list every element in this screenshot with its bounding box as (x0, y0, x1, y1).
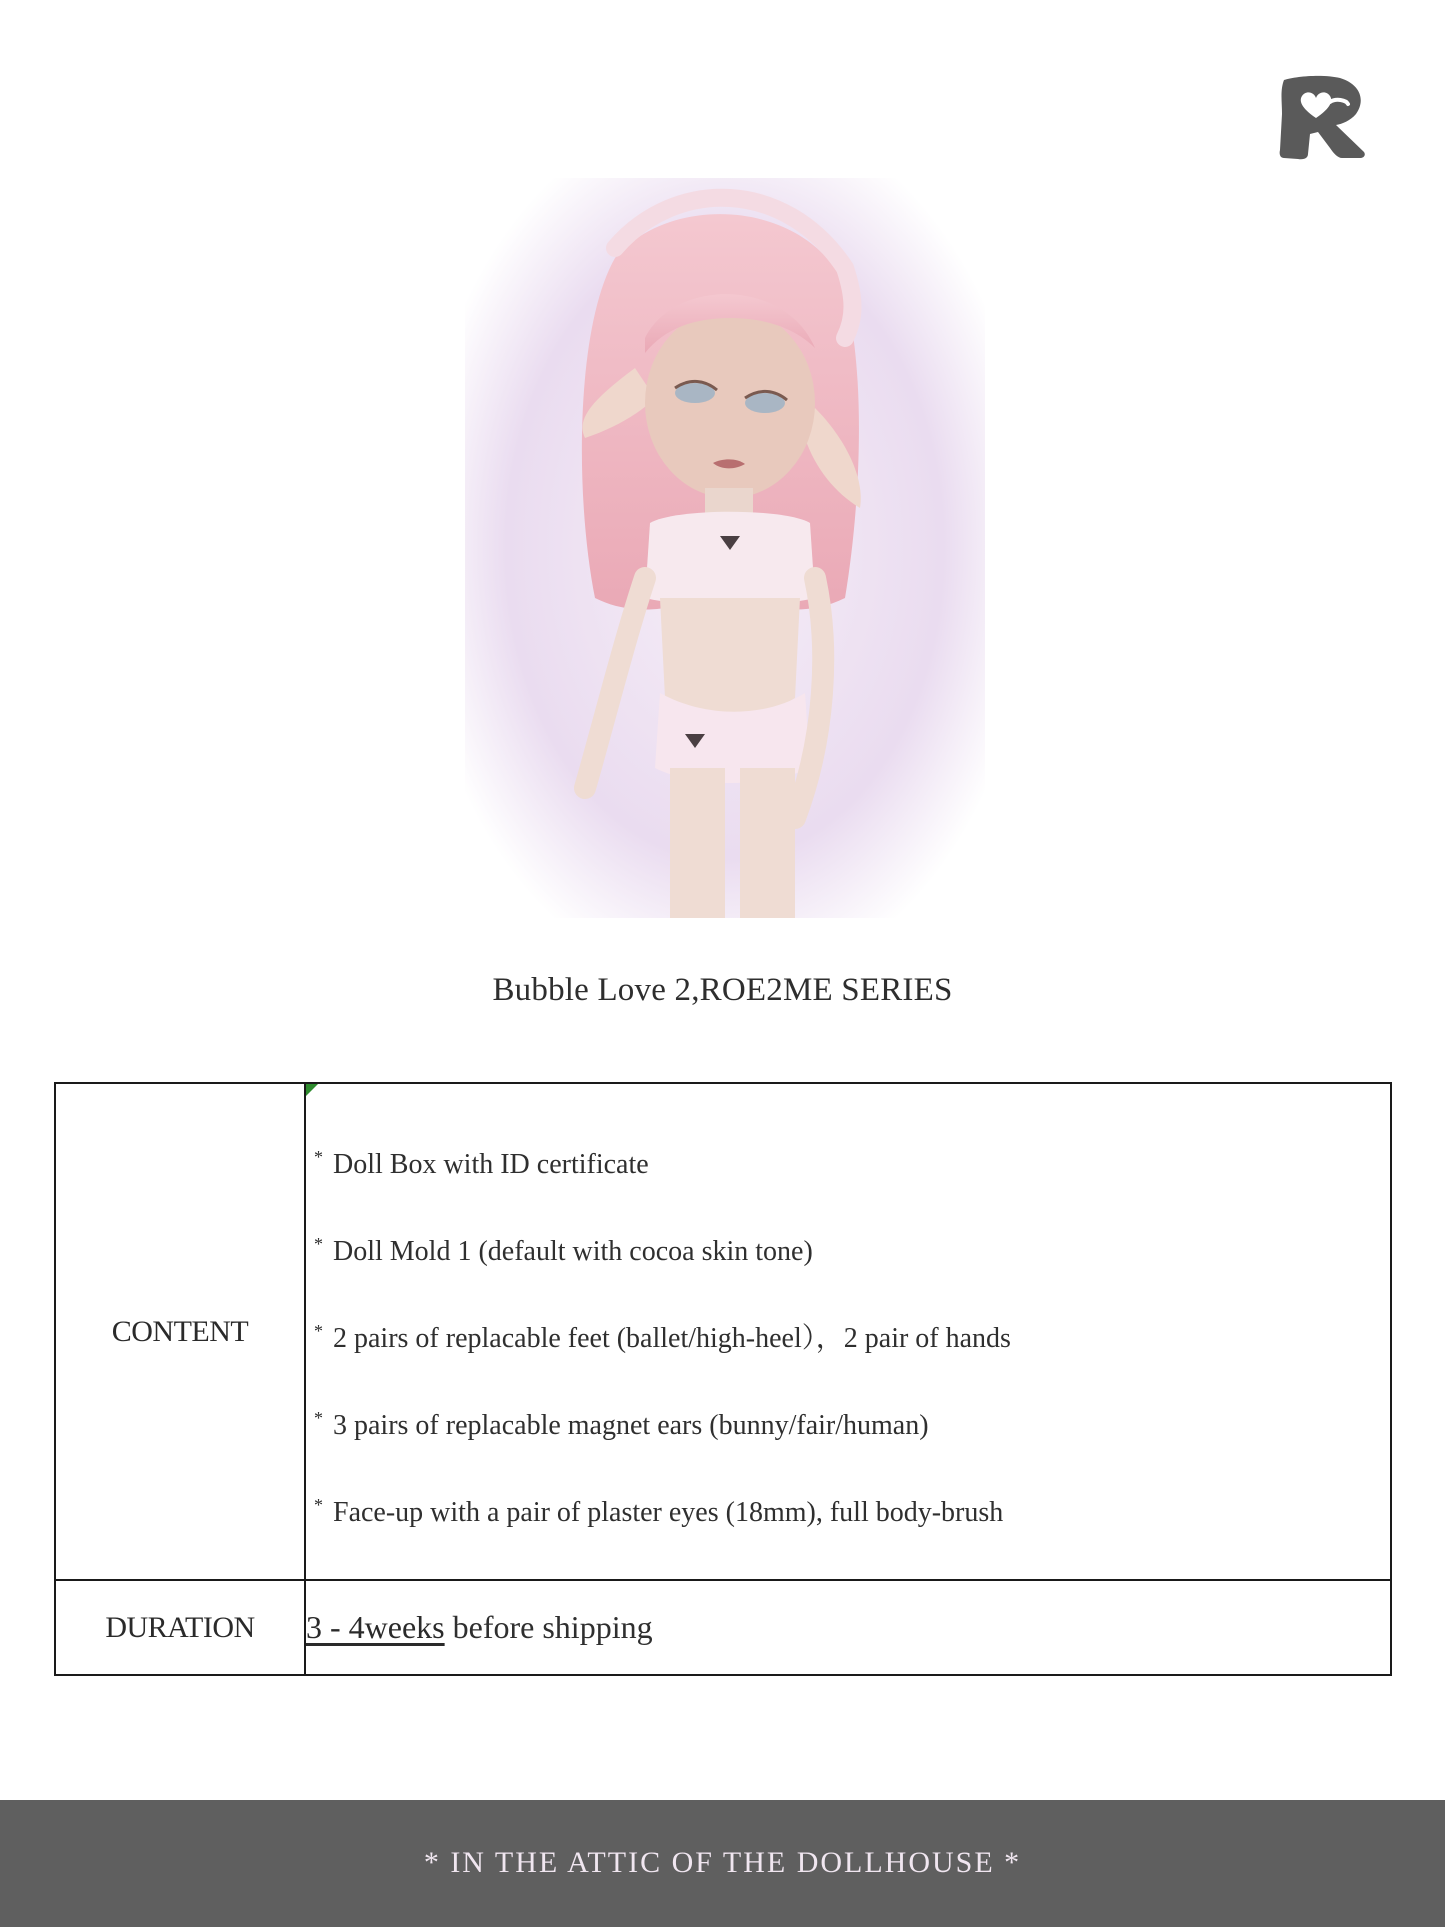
content-row (55, 1083, 1391, 1580)
star-icon: * (314, 1495, 323, 1515)
cell-corner-mark (306, 1084, 318, 1096)
list-item-text: Face-up with a pair of plaster eyes (18mm), full body-brush (333, 1497, 1004, 1528)
specs-table (54, 1082, 1392, 1676)
content-label: CONTENT (55, 1083, 305, 1580)
duration-suffix: before shipping (452, 1609, 653, 1645)
list-item-text: 3 pairs of replacable magnet ears (bunny/fair/human) (333, 1410, 929, 1441)
r-heart-logo-icon (1276, 74, 1370, 160)
product-title: Bubble Love 2,ROE2ME SERIES (492, 972, 953, 1008)
list-item-text: 2 pairs of replacable feet (ballet/high-heel），2 pair of hands (333, 1323, 1011, 1354)
doll-product-photo (465, 178, 985, 918)
list-item (314, 1201, 1390, 1288)
star-icon: * (314, 1147, 323, 1167)
duration-value: 3 - 4weeks (306, 1609, 445, 1645)
list-item (314, 1375, 1390, 1462)
list-item (314, 1288, 1390, 1375)
star-icon: * (314, 1234, 323, 1254)
content-cell (305, 1083, 1391, 1580)
content-list (306, 1084, 1390, 1579)
star-icon: * (314, 1408, 323, 1428)
footer-banner (0, 1800, 1445, 1927)
list-item (314, 1114, 1390, 1201)
duration-row (55, 1580, 1391, 1675)
footer-text: * IN THE ATTIC OF THE DOLLHOUSE * (423, 1846, 1022, 1879)
duration-cell (305, 1580, 1391, 1675)
star-icon: * (314, 1321, 323, 1341)
duration-label: DURATION (55, 1580, 305, 1675)
doll-illustration (465, 178, 985, 918)
list-item-text: Doll Box with ID certificate (333, 1149, 649, 1180)
list-item (314, 1462, 1390, 1549)
list-item-text: Doll Mold 1 (default with cocoa skin tone) (333, 1236, 813, 1267)
brand-logo-icon (1276, 74, 1370, 160)
